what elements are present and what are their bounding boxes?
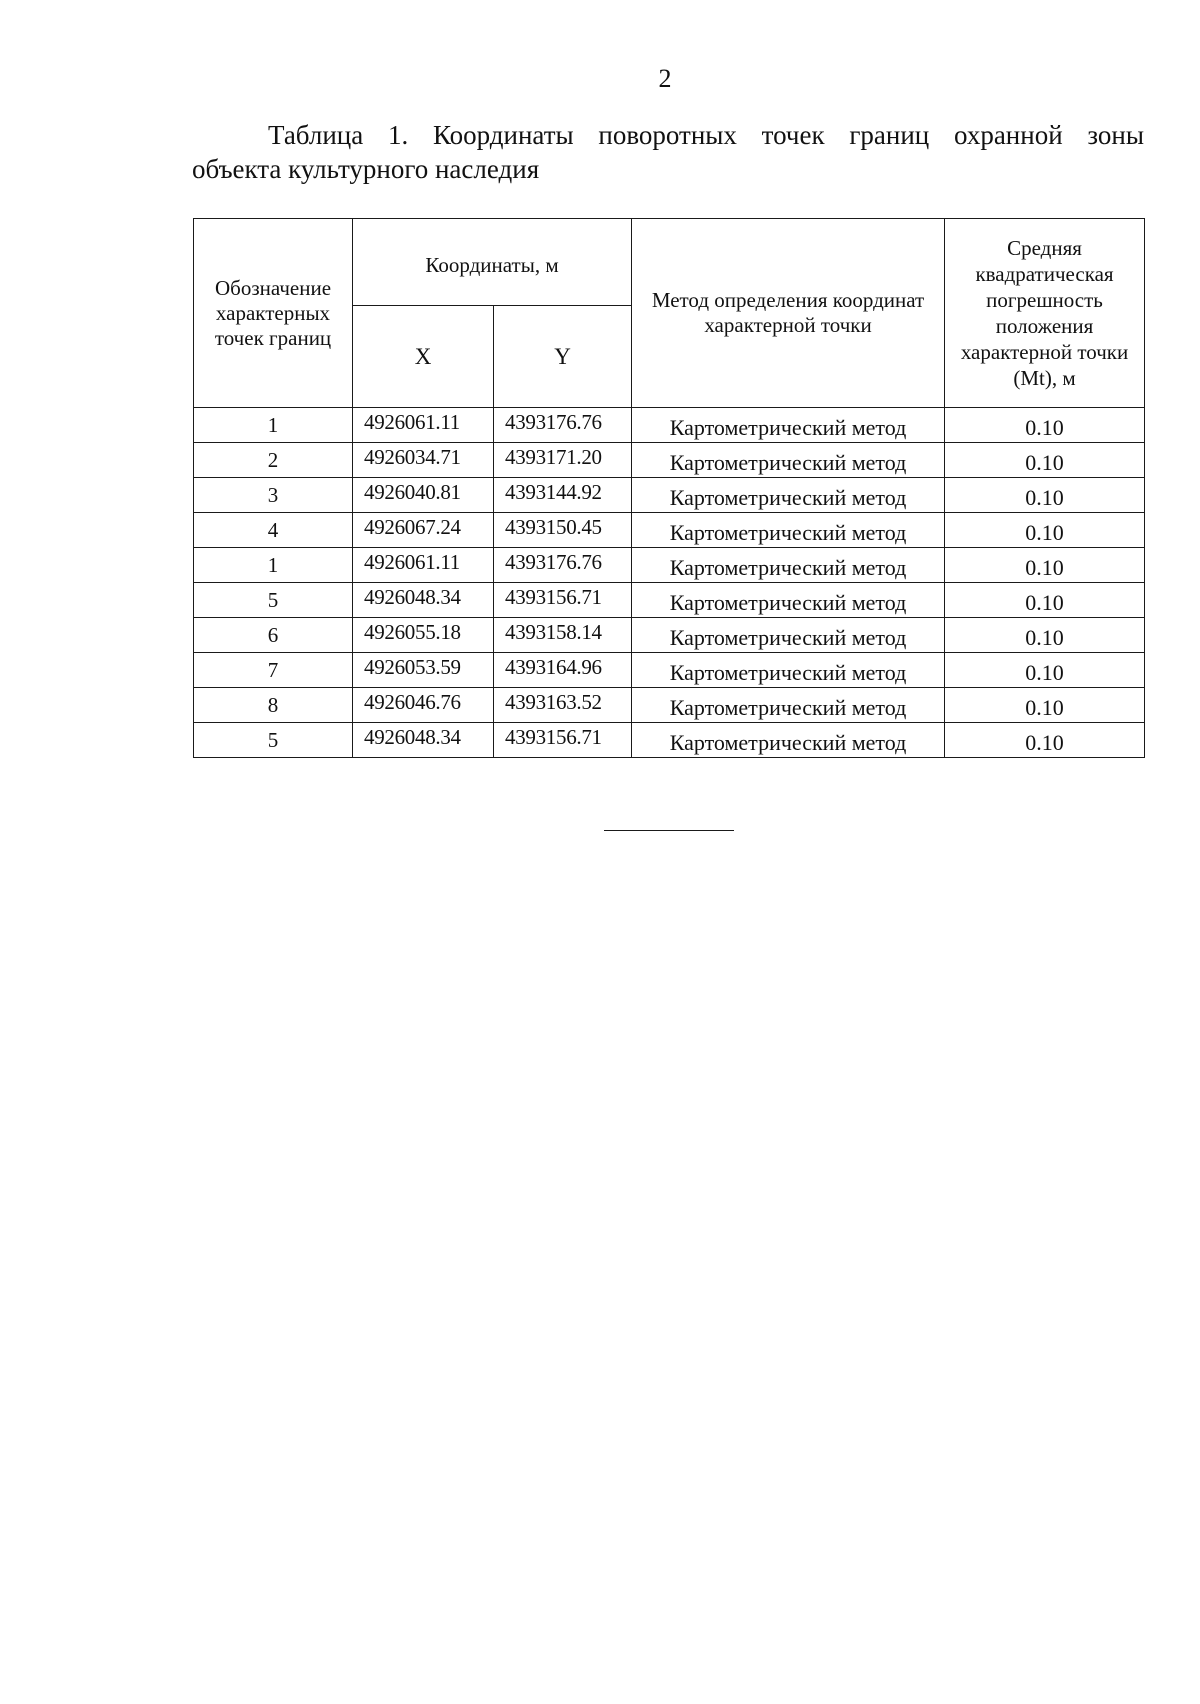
cell-x: 4926040.81 bbox=[353, 478, 494, 513]
cell-method: Картометрический метод bbox=[632, 443, 945, 478]
cell-x: 4926061.11 bbox=[353, 548, 494, 583]
cell-method: Картометрический метод bbox=[632, 618, 945, 653]
cell-x: 4926055.18 bbox=[353, 618, 494, 653]
cell-y: 4393144.92 bbox=[494, 478, 632, 513]
caption-line-1: Таблица 1. Координаты поворотных точек границ охранной зоны bbox=[268, 120, 1144, 150]
cell-y: 4393150.45 bbox=[494, 513, 632, 548]
table-row bbox=[194, 443, 1145, 478]
cell-x: 4926034.71 bbox=[353, 443, 494, 478]
cell-x: 4926053.59 bbox=[353, 653, 494, 688]
cell-method: Картометрический метод bbox=[632, 723, 945, 758]
cell-y: 4393176.76 bbox=[494, 548, 632, 583]
cell-error: 0.10 bbox=[945, 443, 1145, 478]
cell-y: 4393176.76 bbox=[494, 408, 632, 443]
cell-y: 4393158.14 bbox=[494, 618, 632, 653]
table-row bbox=[194, 408, 1145, 443]
cell-y: 4393156.71 bbox=[494, 723, 632, 758]
cell-x: 4926046.76 bbox=[353, 688, 494, 723]
cell-y: 4393171.20 bbox=[494, 443, 632, 478]
cell-method: Картометрический метод bbox=[632, 513, 945, 548]
cell-x: 4926048.34 bbox=[353, 583, 494, 618]
header-mean-square-error: Средняя квадратическая погрешность положения характерной точки (Mt), м bbox=[945, 219, 1145, 408]
table-row bbox=[194, 513, 1145, 548]
cell-point: 1 bbox=[194, 548, 353, 583]
end-of-document-rule bbox=[604, 830, 734, 831]
header-x: X bbox=[353, 305, 494, 407]
coordinates-table-container bbox=[193, 218, 1144, 758]
header-method: Метод определения координат характерной точки bbox=[632, 219, 945, 408]
cell-x: 4926067.24 bbox=[353, 513, 494, 548]
cell-x: 4926048.34 bbox=[353, 723, 494, 758]
header-coordinates: Координаты, м bbox=[353, 219, 632, 306]
header-y: Y bbox=[494, 305, 632, 407]
cell-point: 7 bbox=[194, 653, 353, 688]
cell-error: 0.10 bbox=[945, 618, 1145, 653]
coordinates-table bbox=[193, 218, 1145, 758]
cell-point: 1 bbox=[194, 408, 353, 443]
cell-method: Картометрический метод bbox=[632, 653, 945, 688]
cell-point: 3 bbox=[194, 478, 353, 513]
table-caption bbox=[192, 118, 1144, 186]
cell-y: 4393156.71 bbox=[494, 583, 632, 618]
table-header bbox=[194, 219, 1145, 408]
cell-error: 0.10 bbox=[945, 653, 1145, 688]
cell-point: 8 bbox=[194, 688, 353, 723]
cell-y: 4393164.96 bbox=[494, 653, 632, 688]
cell-method: Картометрический метод bbox=[632, 408, 945, 443]
page-number: 2 bbox=[658, 64, 672, 93]
cell-method: Картометрический метод bbox=[632, 548, 945, 583]
cell-method: Картометрический метод bbox=[632, 688, 945, 723]
cell-error: 0.10 bbox=[945, 478, 1145, 513]
cell-error: 0.10 bbox=[945, 513, 1145, 548]
table-row bbox=[194, 478, 1145, 513]
table-row bbox=[194, 653, 1145, 688]
cell-point: 2 bbox=[194, 443, 353, 478]
cell-point: 5 bbox=[194, 583, 353, 618]
table-row bbox=[194, 618, 1145, 653]
table-row bbox=[194, 688, 1145, 723]
cell-method: Картометрический метод bbox=[632, 478, 945, 513]
cell-error: 0.10 bbox=[945, 548, 1145, 583]
cell-y: 4393163.52 bbox=[494, 688, 632, 723]
table-row bbox=[194, 583, 1145, 618]
cell-point: 6 bbox=[194, 618, 353, 653]
table-row bbox=[194, 548, 1145, 583]
cell-point: 4 bbox=[194, 513, 353, 548]
cell-error: 0.10 bbox=[945, 583, 1145, 618]
cell-method: Картометрический метод bbox=[632, 583, 945, 618]
cell-error: 0.10 bbox=[945, 688, 1145, 723]
cell-point: 5 bbox=[194, 723, 353, 758]
cell-x: 4926061.11 bbox=[353, 408, 494, 443]
table-body bbox=[194, 408, 1145, 758]
cell-error: 0.10 bbox=[945, 723, 1145, 758]
cell-error: 0.10 bbox=[945, 408, 1145, 443]
table-row bbox=[194, 723, 1145, 758]
caption-line-2: объекта культурного наследия bbox=[192, 154, 540, 184]
header-point-designation: Обозначение характерных точек границ bbox=[194, 219, 353, 408]
